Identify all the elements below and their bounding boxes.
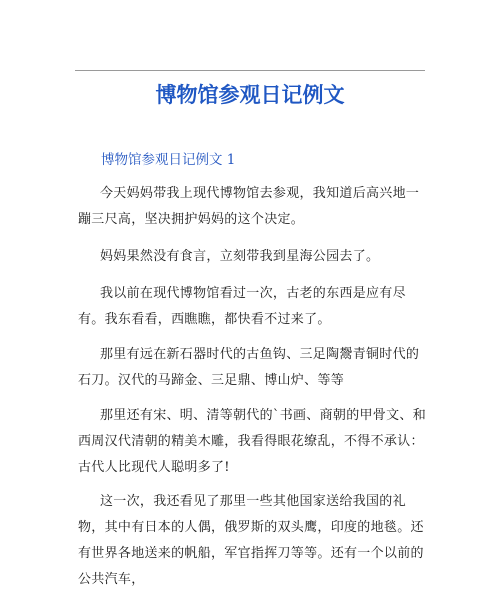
paragraph-1: 今天妈妈带我上现代博物馆去参观，我知道后高兴地一蹦三尺高，坚决拥护妈妈的这个决定。 [78, 186, 420, 227]
section-heading: 博物馆参观日记例文 1 [101, 152, 236, 168]
paragraph-2: 妈妈果然没有食言，立刻带我到星海公园去了。 [100, 249, 380, 264]
paragraph-3: 我以前在现代博物馆看过一次，古老的东西是应有尽有。我东看看，西瞧瞧，都快看不过来了。 [78, 286, 406, 327]
document-title: 博物馆参观日记例文 [155, 83, 345, 107]
paragraph-6: 这一次，我还看见了那里一些其他国家送给我国的礼物，其中有日本的人偶，俄罗斯的双头鹰，印度的地毯。还有世界各地送来的帆船，军官指挥刀等等。还有一个以前的公共汽车， [78, 494, 424, 587]
paragraph-5: 那里还有宋、明、清等朝代的`书画、商朝的甲骨文、和西周汉代清朝的精美木雕，我看得眼花缭乱，不得不承认：古代人比现代人聪明多了! [78, 408, 427, 475]
paragraph-4: 那里有远在新石器时代的古鱼钩、三足陶鬶青铜时代的石刀。汉代的马蹄金、三足鼎、博山炉、等等 [78, 347, 420, 388]
header-rule [75, 70, 425, 71]
